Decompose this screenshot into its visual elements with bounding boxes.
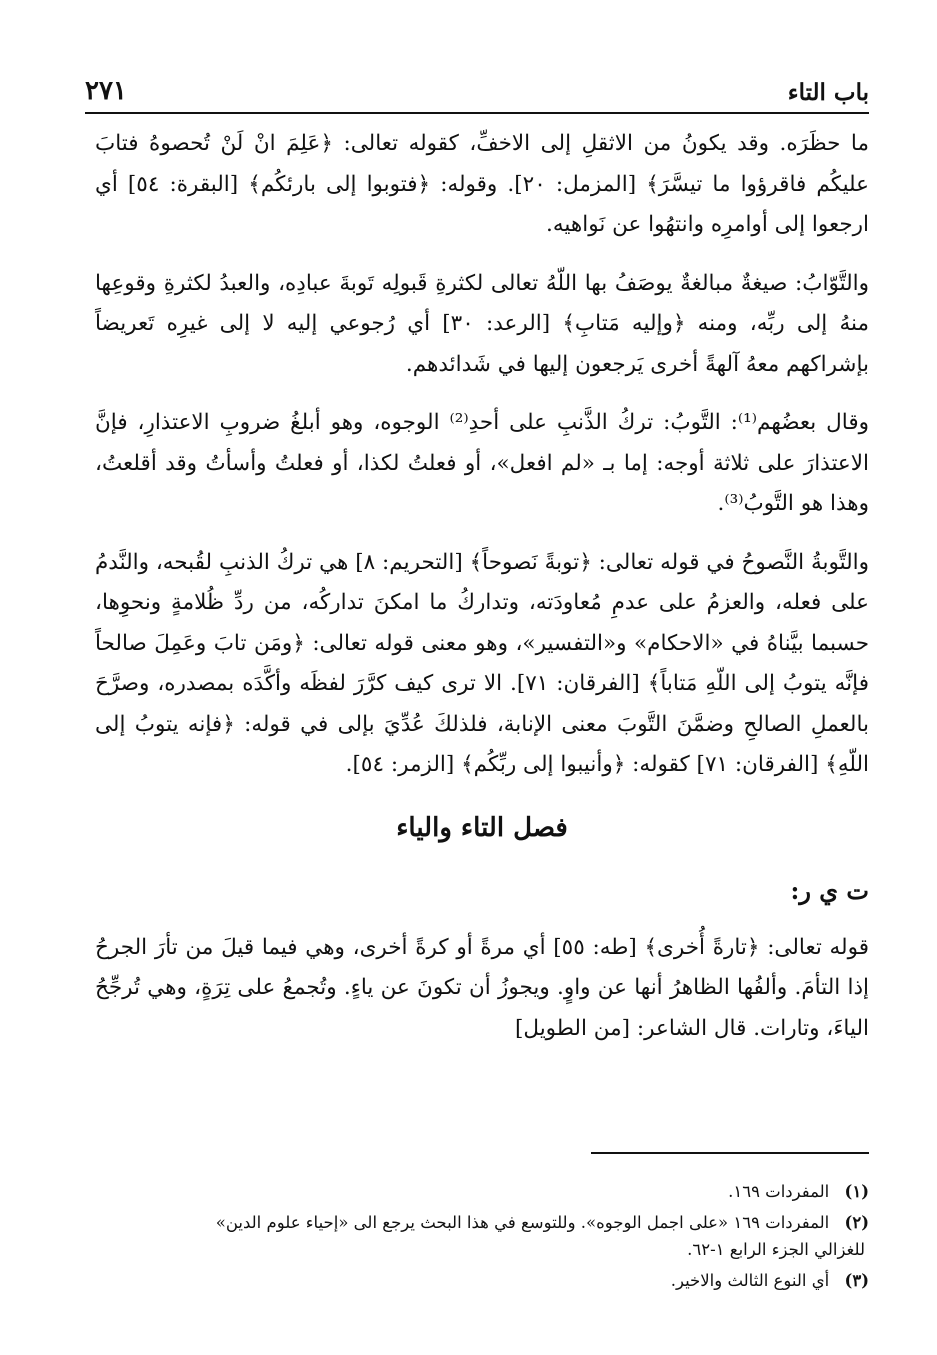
- chapter-title: باب التاء: [787, 79, 869, 106]
- footnote-text: أي النوع الثالث والاخير.: [670, 1271, 830, 1290]
- page-number: ٢٧١: [85, 76, 127, 106]
- footnote: [95, 1209, 869, 1263]
- footnote: [95, 1178, 869, 1205]
- footnote-number: (٣): [844, 1271, 869, 1290]
- footnote-number: (٢): [844, 1213, 869, 1232]
- entry-paragraph: قوله تعالى: ﴿تارةً أُخرى﴾ [طه: ٥٥] أي مرةً أو كرةً أخرى، وهي فيما قيلَ من تأرَ الجرحُ إذا التأمَ. وألفُها الظاهرُ أنها عن واوٍ. ويجوزُ أن تكونَ عن ياءٍ. وتُجمعُ على تِرَةٍ، وهي تُرجِّحُ الياءَ، وتارات. قال الشاعر: [من الطويل]: [95, 934, 869, 1041]
- section-title: فصل التاء والياء: [396, 812, 568, 843]
- paragraph: والتَّوّابُ: صيغةٌ مبالغةٌ يوصَفُ بها اللّهُ تعالى لكثرةِ قَبولِه تَوبةَ عبادِه، والعبدُ لكثرةِ وقوعِها منهُ إلى ربِّه، ومنه ﴿وإليه مَتابِ﴾ [الرعد: ٣٠] أي رُجوعي إليه لا إلى غيرِه تَعريضاً بإشراكهم معهُ آلهةً أخرى يَرجعون إليها في شَدائدهم.: [95, 270, 869, 377]
- paragraph: والتَّوبةُ النَّصوحُ في قوله تعالى: ﴿توبةً نَصوحاً﴾ [التحريم: ٨] هي تركُ الذنبِ لقُبحه، والنَّدمُ على فعله، والعزمُ على عدمِ مُعاودَته، وتداركُ ما امكنَ تداركُه، من ردِّ ظُلامةٍ ونحوِها، حسبما بيَّناهُ في «الاحكام» و«التفسير»، وهو معنى قوله تعالى: ﴿ومَن تابَ وعَمِلَ صالحاً فإنَّه يتوبُ إلى اللّهِ مَتاباً﴾ [الفرقان: ٧١]. الا ترى كيف كرَّرَ لفظَه وأكَّدَه بمصدره، وصرَّحَ بالعملِ الصالحِ وضمَّنَ التَّوبَ معنى الإنابة، فلذلكَ عُدِّيَ بإلى في قوله: ﴿فإنه يتوبُ إلى اللّهِ﴾ [الفرقان: ٧١] كقوله: ﴿وأنيبوا إلى ربِّكُم﴾ [الزمر: ٥٤].: [95, 549, 869, 777]
- paragraph: وقال بعضُهم⁽¹⁾: التَّوبُ: تركُ الذَّنبِ على أحدِ⁽²⁾ الوجوه، وهو أبلغُ ضروبِ الاعتذارِ، فإنَّ الاعتذارَ على ثلاثة أوجه: إما بـ «لم افعل»، أو فعلتُ لكذا، أو فعلتُ وأسأتُ وقد أقلعتُ، وهذا هو التَّوبُ⁽³⁾.: [95, 410, 869, 516]
- footnote-divider: [591, 1152, 869, 1154]
- root-heading: ت ي ر:: [790, 875, 869, 905]
- page-body: [95, 124, 869, 1067]
- footnote: [95, 1267, 869, 1294]
- footnote-text: المفردات ١٦٩.: [728, 1182, 830, 1201]
- page-header: [85, 62, 869, 114]
- footnotes: [95, 1178, 869, 1298]
- footnote-number: (١): [844, 1182, 869, 1201]
- footnote-continuation: للغزالي الجزء الرابع ١-٦٢.: [687, 1240, 865, 1259]
- footnote-text: المفردات ١٦٩ «على اجمل الوجوه». وللتوسع في هذا البحث يرجع الى «إحياء علوم الدين»: [215, 1213, 830, 1232]
- paragraph: ما حظَرَه. وقد يكونُ من الاثقلِ إلى الاخفِّ، كقوله تعالى: ﴿عَلِمَ انْ لَنْ تُحصوهُ فتابَ عليكُم فاقرؤوا ما تيسَّرَ﴾ [المزمل: ٢٠]. وقوله: ﴿فتوبوا إلى بارئكُم﴾ [البقرة: ٥٤] أي ارجعوا إلى أوامرِه وانتهُوا عن نَواهيه.: [95, 131, 870, 237]
